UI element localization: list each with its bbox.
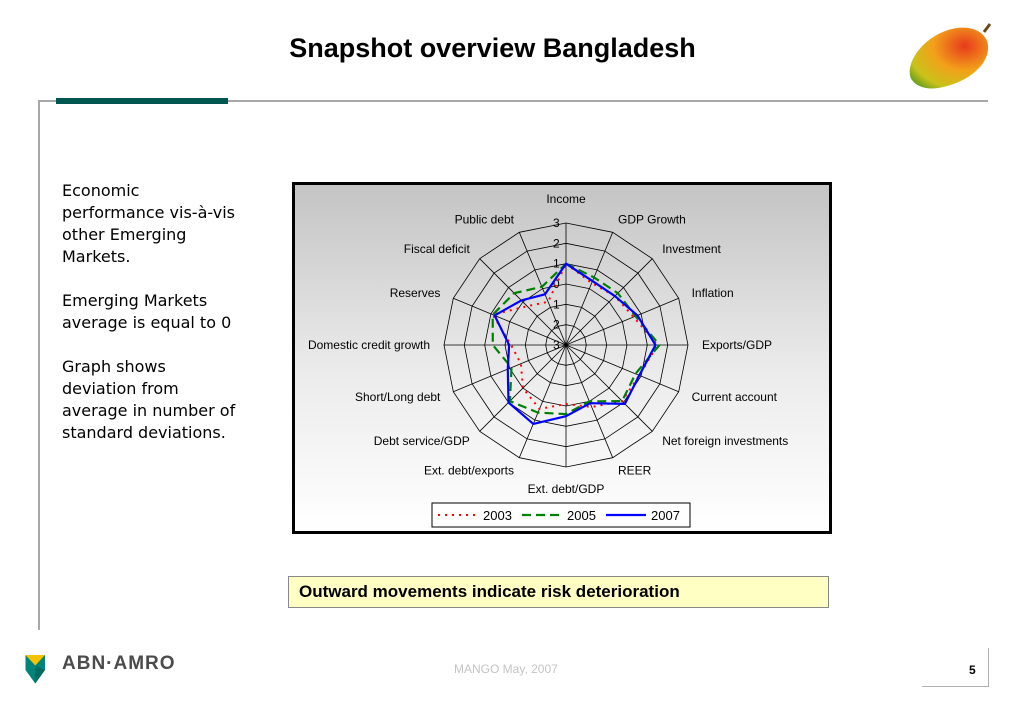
radar-chart xyxy=(295,185,829,531)
radar-spoke xyxy=(566,345,679,392)
side-text-2: Emerging Markets average is equal to 0 xyxy=(62,291,232,332)
footer-text: MANGO May, 2007 xyxy=(454,662,558,676)
radar-tick-label: 3 xyxy=(553,216,560,230)
radar-tick-label: 1 xyxy=(553,256,560,271)
header-accent-bar xyxy=(56,98,228,104)
side-text-3: Graph shows deviation from average in number of standard deviations. xyxy=(62,357,236,442)
legend-label-2007: 2007 xyxy=(651,508,680,523)
radar-category-label: Investment xyxy=(662,241,721,256)
radar-category-label: Net foreign investments xyxy=(662,434,789,449)
abn-amro-logo-text: ABN·AMRO xyxy=(62,653,176,674)
legend-label-2005: 2005 xyxy=(567,508,596,523)
radar-category-label: Income xyxy=(546,192,586,206)
page-title: Snapshot overview Bangladesh xyxy=(289,33,696,63)
radar-category-label: Reserves xyxy=(389,286,441,300)
risk-note-box: Outward movements indicate risk deterioration xyxy=(288,576,829,608)
radar-category-label: Domestic credit growth xyxy=(307,338,430,352)
radar-tick-label: 1 xyxy=(553,297,560,312)
radar-category-label: Public debt xyxy=(454,212,514,227)
radar-category-label: Exports/GDP xyxy=(702,338,773,352)
radar-spoke xyxy=(519,345,566,458)
radar-category-label: Debt service/GDP xyxy=(373,434,470,449)
legend-label-2003: 2003 xyxy=(483,508,512,523)
radar-tick-label: 0 xyxy=(553,277,560,291)
side-text-1: Economic performance vis-à-vis other Emerging Markets. xyxy=(62,181,235,266)
side-description xyxy=(62,180,242,466)
radar-category-label: Current account xyxy=(691,390,777,404)
radar-category-label: Inflation xyxy=(691,286,734,300)
page-number-box xyxy=(922,648,989,687)
radar-category-label: Ext. debt/exports xyxy=(423,463,514,478)
radar-tick-label: 2 xyxy=(553,317,560,332)
left-rule xyxy=(38,100,40,630)
radar-category-label: GDP Growth xyxy=(618,212,686,227)
mango-logo xyxy=(904,22,994,92)
radar-category-label: Ext. debt/GDP xyxy=(527,482,605,496)
radar-tick-label: 2 xyxy=(553,236,560,251)
radar-tick-label: 3 xyxy=(553,338,560,352)
radar-series-2007 xyxy=(495,264,656,424)
radar-category-label: Short/Long debt xyxy=(354,390,441,404)
radar-spoke xyxy=(453,298,566,345)
radar-spoke xyxy=(566,345,652,431)
radar-category-label: Fiscal deficit xyxy=(403,241,470,256)
radar-chart-frame xyxy=(292,182,832,534)
abn-amro-shield-icon xyxy=(24,650,54,690)
radar-category-label: REER xyxy=(618,463,652,478)
page-number: 5 xyxy=(969,663,976,677)
